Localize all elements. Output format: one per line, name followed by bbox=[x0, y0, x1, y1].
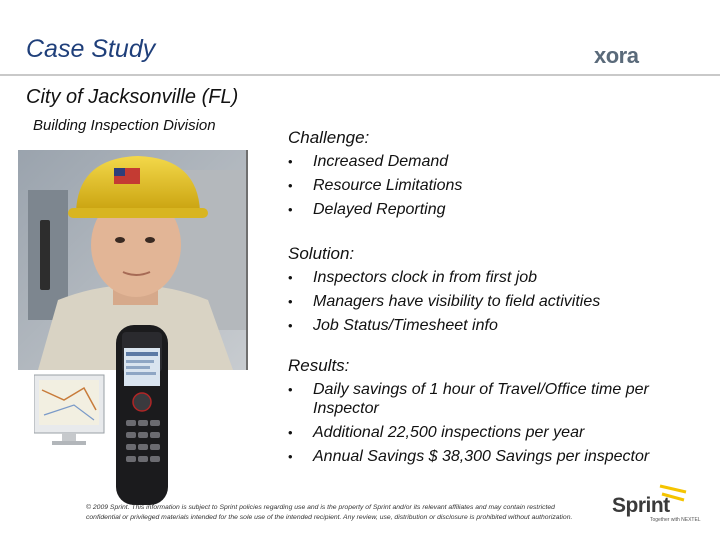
list-item bbox=[288, 378, 708, 421]
title-divider bbox=[0, 74, 720, 76]
list-item: • Increased Demand bbox=[288, 150, 708, 174]
results-list bbox=[288, 378, 708, 469]
results-heading: Results: bbox=[288, 356, 350, 375]
devices-image bbox=[34, 320, 224, 520]
sprint-wordmark: Sprint bbox=[612, 494, 670, 517]
challenge-heading: Challenge: bbox=[288, 128, 370, 147]
xora-logo bbox=[594, 43, 638, 69]
sprint-tagline: Together with NEXTEL bbox=[650, 517, 701, 523]
legal-line: © 2009 Sprint. This information is subject to Sprint policies regarding use and is the property of Sprint and/or its relevant affiliates and may contain restricted bbox=[86, 504, 555, 511]
list-item: • Managers have visibility to field activities bbox=[288, 290, 708, 314]
solution-section bbox=[288, 244, 708, 338]
solution-list bbox=[288, 266, 708, 338]
xora-logo-text: xora bbox=[594, 43, 639, 68]
list-item: • Job Status/Timesheet info bbox=[288, 314, 708, 338]
slide-title: Case Study bbox=[26, 35, 156, 63]
solution-heading: Solution: bbox=[288, 244, 355, 263]
list-item-text: • Daily savings of 1 hour of Travel/Office time per Inspector bbox=[313, 381, 649, 417]
photo-edge bbox=[246, 150, 248, 370]
list-item: • Inspectors clock in from first job bbox=[288, 266, 708, 290]
list-item: • Delayed Reporting bbox=[288, 198, 708, 222]
list-item: • Additional 22,500 inspections per year bbox=[288, 421, 708, 445]
slide-subtitle: City of Jacksonville (FL) bbox=[26, 86, 239, 108]
division-label: Building Inspection Division bbox=[33, 117, 216, 134]
list-item: • Annual Savings $ 38,300 Savings per inspector bbox=[288, 445, 708, 469]
legal-line: confidential or privileged materials intended for the sole use of the intended recipient. Any review, use, distribution or disclosure is prohibited without authorization. bbox=[86, 514, 573, 521]
legal-footer bbox=[86, 503, 606, 523]
challenge-section bbox=[288, 128, 708, 222]
challenge-list bbox=[288, 150, 708, 222]
list-item: • Resource Limitations bbox=[288, 174, 708, 198]
results-section bbox=[288, 356, 708, 469]
